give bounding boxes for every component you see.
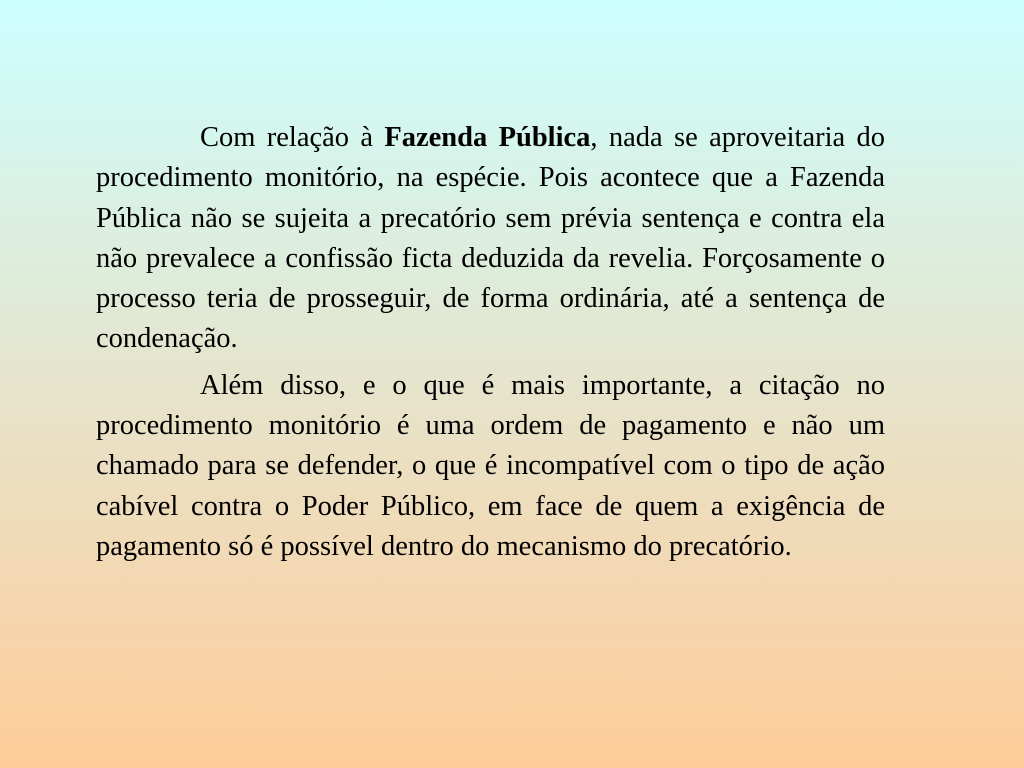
slide-body <box>96 118 885 567</box>
emphasis-fazenda-publica: Fazenda Pública <box>384 122 591 153</box>
paragraph-citacao: Além disso, e o que é mais importante, a citação no procedimento monitório é uma ordem de pagamento e não um chamado para se defender, o que é incompatível com o tipo de ação cabível contra o Poder Público, em face de quem a exigência de pagamento só é possível dentro do mecanismo do precatório. <box>96 369 885 562</box>
paragraph-1-rest: , nada se aproveitaria do procedimento monitório, na espécie. Pois acontece que a Fazenda Pública não se sujeita a precatório sem prévia sentença e contra ela não prevalece a confissão ficta deduzida da revelia. Forçosamente o processo teria de prosseguir, de forma ordinária, até a sentença de condenação. <box>96 122 885 355</box>
paragraph-1-lead: Com relação à <box>200 122 385 153</box>
paragraph-fazenda-publica <box>96 118 885 360</box>
